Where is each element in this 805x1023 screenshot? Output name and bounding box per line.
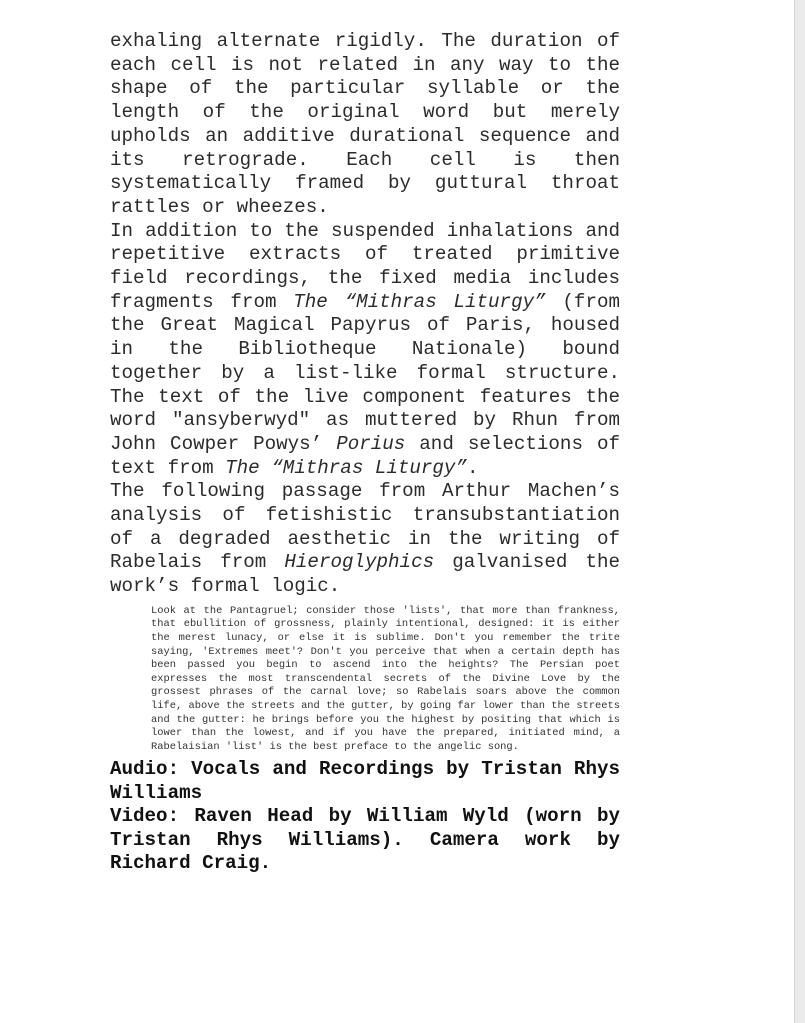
credits-video: Video: Raven Head by William Wyld (worn by Tristan Rhys Williams). Camera work by Richard Craig. xyxy=(110,805,620,875)
paragraph-fixed-media xyxy=(110,220,620,481)
mithras-liturgy-title-1: The “Mithras Liturgy” xyxy=(293,290,546,313)
fixed-media-text-2: (from the Great Magical Papyrus of Paris, housed in the Bibliotheque Nationale) bound together by a list-like formal structure. The text of the live component features the word "ansyberwyd" as muttered by Rhun from John Cowper Powys’ xyxy=(110,290,620,455)
document-page xyxy=(110,30,620,876)
hieroglyphics-title: Hieroglyphics xyxy=(284,551,435,574)
fixed-media-text-3: and selections of text from xyxy=(110,432,620,479)
credits-audio: Audio: Vocals and Recordings by Tristan Rhys Williams xyxy=(110,758,620,804)
page-edge-shadow xyxy=(794,0,805,1023)
machen-text-2: galvanised the work’s formal logic. xyxy=(110,551,621,598)
fixed-media-text-4: . xyxy=(466,456,479,479)
fixed-media-text-1: In addition to the suspended inhalations and repetitive extracts of treated primitive field recordings, the fixed media includes fragments from xyxy=(110,219,620,313)
block-quote-machen: Look at the Pantagruel; consider those 'lists', that more than frankness, that ebullition of grossness, plainly intentional, designed: it is either the merest lunacy, or else it is sublime. Don't you remember the trite saying, 'Extremes meet'? Don't you perceive that when a certain depth has been passed you begin to ascend into the heights? The Persian poet expresses the most transcendental secrets of the Divine Love by the grossest phrases of the carnal love; so Rabelais soars above the common life, above the streets and the gutter, by going far lower than the streets and the gutter: he brings before you the highest by positing that which is lower than the lowest, and if you have the prepared, initiated mind, a Rabelaisian 'list' is the best preface to the angelic song. xyxy=(151,604,620,753)
porius-title: Porius xyxy=(336,432,406,455)
mithras-liturgy-title-2: The “Mithras Liturgy” xyxy=(225,456,467,479)
paragraph-duration: exhaling alternate rigidly. The duration of each cell is not related in any way to the shape of the particular syllable or the length of the original word but merely upholds an additive durational sequence and its retrograde. Each cell is then systematically framed by guttural throat rattles or wheezes. xyxy=(110,30,620,218)
paragraph-machen xyxy=(110,480,620,599)
machen-text-1: The following passage from Arthur Machen’s analysis of fetishistic transubstantiation of a degraded aesthetic in the writing of Rabelais from xyxy=(110,480,620,574)
